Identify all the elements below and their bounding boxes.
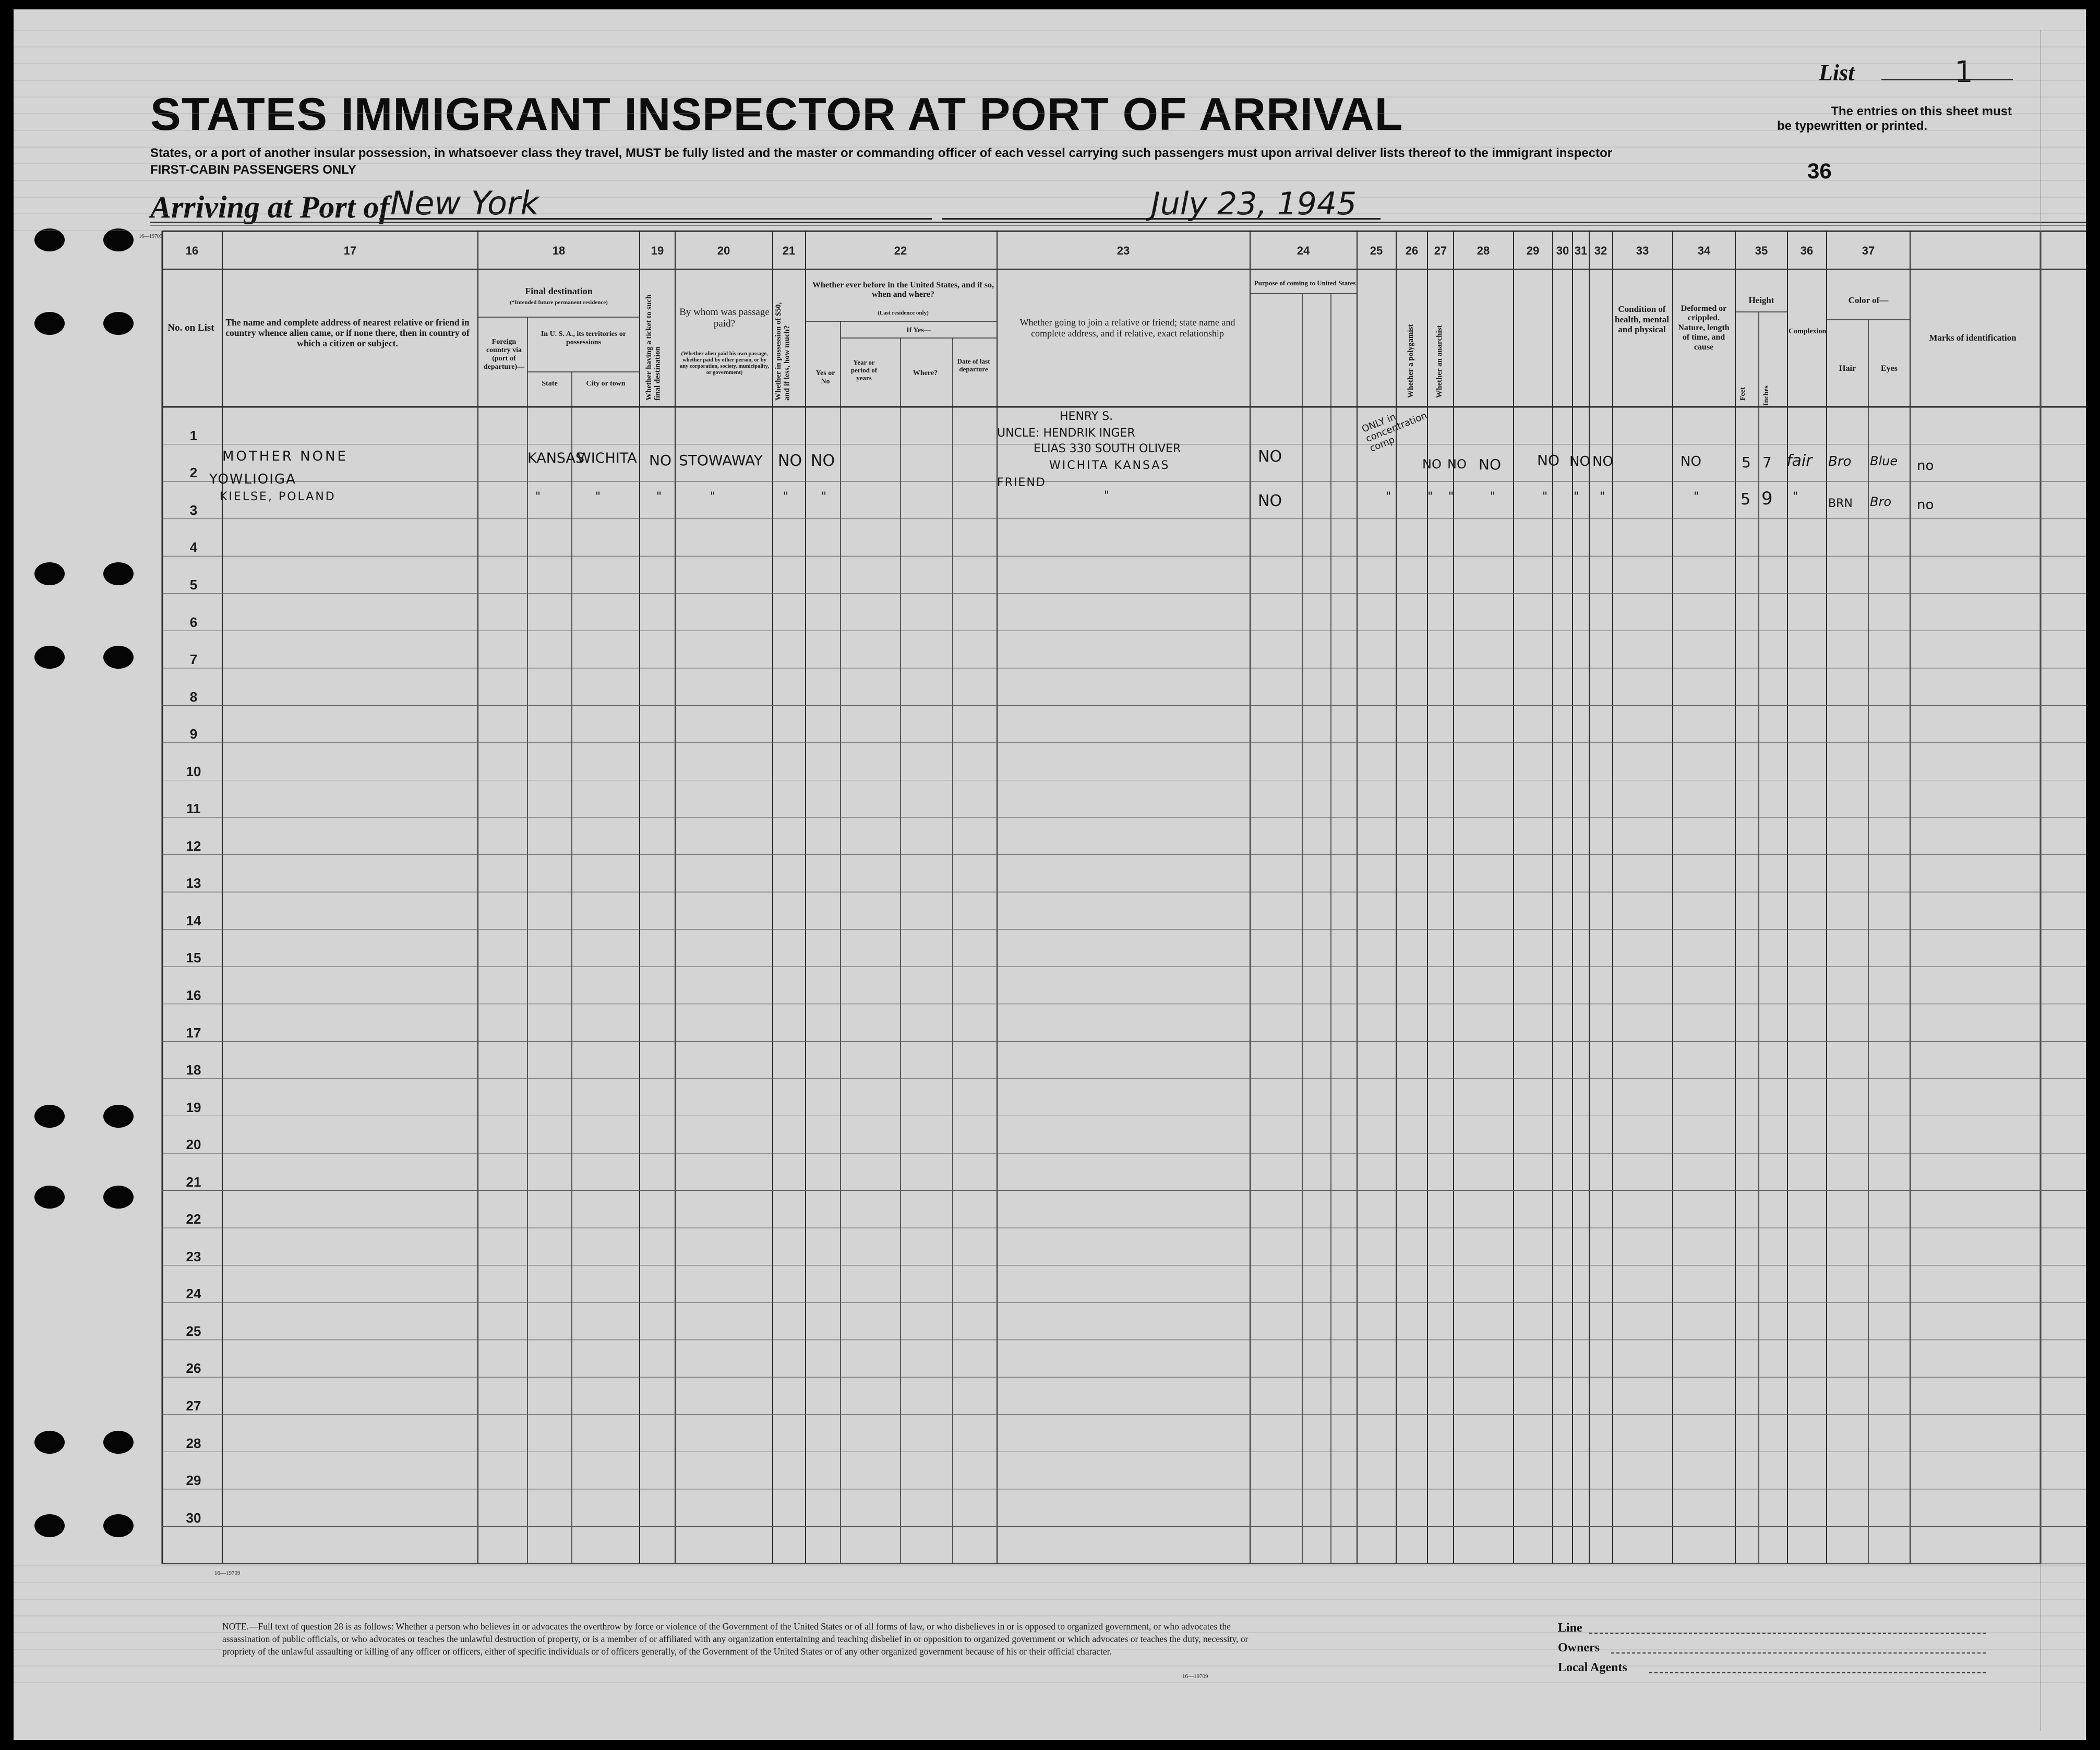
row-number: 14: [186, 912, 201, 928]
row-number: 6: [189, 614, 198, 630]
port-name: New York: [390, 184, 539, 222]
footer-local-agents-field: [1649, 1672, 1986, 1673]
row1-join-line1: HENRY S.: [1060, 410, 1113, 423]
header-ticket: Whether having a ticket to such final destination: [645, 294, 662, 401]
row1-relative: MOTHER NONE: [222, 449, 348, 464]
row-number: 9: [189, 726, 198, 742]
row1-city: WICHITA: [577, 450, 637, 466]
row2-join-line1: FRIEND: [997, 476, 1046, 489]
column-number: 25: [1370, 244, 1383, 257]
manifest-grid: [14, 9, 2086, 1740]
row-number: 7: [189, 651, 198, 668]
column-number: 30: [1556, 244, 1569, 257]
row-number: 4: [189, 539, 198, 556]
column-number: 37: [1862, 244, 1875, 257]
column-number: 20: [717, 244, 730, 257]
footer-line-label: Line: [1558, 1621, 1582, 1635]
question-28-note: NOTE.—Full text of question 28 is as follows: Whether a person who believes in or advocates the overthrow by force or violence of the Government of the United States or of all forms of law, or who disbelieves in or is opposed to organized government, or who advocates the assassination of public officials, or who advocates or teaches the unlawful destruction of property, or is a member of or affiliated with any organization entertaining and teaching disbelief in or opposition to organized government or which advocates or teaches the duty, necessity, or propriety of the unlawful assaulting or killing of any officer or officers, either of specific individuals or of officers generally, of the Government of the United States or of any other organized government because of his or their official character.: [222, 1621, 1249, 1657]
row2-ever-before: ": [821, 490, 827, 503]
row2-state: ": [535, 490, 541, 503]
row2-relative-line2: KIELSE, POLAND: [220, 490, 336, 503]
row2-marks: no: [1917, 497, 1934, 513]
column-number: 34: [1697, 244, 1711, 257]
form-code-bottom-left: 16—19709: [214, 1570, 241, 1576]
sheet-number: 36: [1807, 159, 1832, 183]
header-foreign-country: Foreign country via (port of departure)—: [483, 338, 525, 371]
row-number: 18: [186, 1062, 201, 1078]
row2-col30: ": [1574, 490, 1579, 503]
row-number: 2: [189, 465, 198, 481]
column-number: 31: [1574, 244, 1588, 257]
row-number: 26: [186, 1360, 201, 1377]
row-number: 29: [186, 1473, 201, 1489]
row1-join-line2: UNCLE: HENDRIK INGER: [997, 427, 1135, 440]
row1-fifty: NO: [778, 452, 802, 470]
row-number: 24: [186, 1286, 201, 1302]
row-number: 12: [186, 838, 201, 854]
row-number: 25: [186, 1323, 201, 1339]
row-number: 17: [186, 1024, 201, 1041]
header-city: City or town: [586, 380, 626, 388]
header-possession-50: Whether in possession of $50, and if less, how much?: [774, 302, 791, 401]
header-complexion: Complexion: [1789, 328, 1827, 335]
row-number: 13: [186, 875, 201, 891]
row2-inches: 9: [1761, 488, 1773, 509]
row-number: 3: [189, 502, 198, 518]
column-number: 19: [651, 244, 664, 257]
entries-note-1: The entries on this sheet must: [1831, 104, 2012, 118]
row1-col31: NO: [1592, 454, 1613, 469]
row2-col29: ": [1542, 490, 1548, 503]
row1-join-line4: WICHITA KANSAS: [1049, 459, 1170, 472]
header-eyes: Eyes: [1881, 364, 1898, 373]
row-number: 15: [186, 950, 201, 966]
footer-local-agents-label: Local Agents: [1558, 1661, 1627, 1674]
row1-col28: NO: [1479, 456, 1501, 473]
row-number: 16: [186, 987, 201, 1003]
row2-ticket: ": [656, 490, 662, 503]
header-in-usa: In U. S. A., its territories or possessions: [541, 330, 627, 347]
header-where: Where?: [913, 369, 938, 377]
document-subtitle: States, or a port of another insular possession, in whatsoever class they travel, MUST be fully listed and the master or commanding officer of each vessel carrying such passengers must upon arrival deliver lists thereof to the immigrant inspector: [150, 146, 1613, 160]
row2-deformed: ": [1694, 490, 1699, 503]
header-final-destination: Final destination: [525, 286, 593, 296]
row-number: 28: [186, 1435, 201, 1451]
row1-col29: NO: [1537, 452, 1559, 469]
form-code-top: 16—19709: [139, 234, 162, 239]
footer-owners-field: [1611, 1652, 1986, 1654]
row2-complexion: ": [1793, 490, 1798, 503]
row2-polygamist: ": [1427, 490, 1433, 503]
row2-city: ": [595, 490, 601, 503]
document-title: STATES IMMIGRANT INSPECTOR AT PORT OF ARRIVAL: [150, 88, 1403, 140]
arrival-date: July 23, 1945: [1151, 186, 1357, 222]
header-polygamist: Whether a polygamist: [1407, 324, 1415, 398]
row2-paid-by: ": [710, 490, 716, 503]
column-number: 28: [1477, 244, 1490, 257]
footer-owners-label: Owners: [1558, 1641, 1600, 1655]
column-number: 18: [552, 244, 566, 257]
header-condition-health: Condition of health, mental and physical: [1615, 304, 1669, 335]
row1-complexion: fair: [1786, 452, 1813, 470]
row1-inches: 7: [1762, 454, 1772, 471]
row1-marks: no: [1917, 458, 1934, 474]
column-number: 29: [1526, 244, 1540, 257]
column-number: 36: [1800, 244, 1814, 257]
form-code-note: 16—19709: [1182, 1673, 1208, 1680]
row-number: 10: [186, 763, 201, 779]
row2-purpose: NO: [1258, 492, 1282, 510]
header-join-relative: Whether going to join a relative or friend; state name and complete address, and if relative, exact relationship: [1019, 317, 1235, 339]
row2-col31: ": [1600, 490, 1605, 503]
row1-join-line3: ELIAS 330 SOUTH OLIVER: [1034, 442, 1181, 455]
column-number: 23: [1117, 244, 1130, 257]
row1-polygamist: NO: [1422, 457, 1442, 472]
header-inches: Inches: [1762, 385, 1770, 406]
row2-anarchist: ": [1448, 490, 1454, 503]
row2-eyes: Bro: [1870, 494, 1892, 509]
header-yes-or-no: Yes or No: [815, 369, 835, 386]
column-number: 17: [343, 244, 357, 257]
header-anarchist: Whether an anarchist: [1435, 325, 1444, 398]
header-if-yes: If Yes—: [906, 327, 931, 334]
row-number: 27: [186, 1398, 201, 1414]
row1-state: KANSAS: [527, 450, 585, 466]
manifest-sheet: [14, 9, 2086, 1740]
header-color-of: Color of—: [1848, 295, 1889, 305]
row1-feet: 5: [1742, 454, 1751, 471]
row1-deformed: NO: [1681, 454, 1701, 469]
list-label: List: [1819, 60, 1855, 86]
row-number: 22: [186, 1211, 201, 1227]
header-height: Height: [1748, 295, 1774, 305]
row2-col28: ": [1490, 490, 1496, 503]
arriving-label: Arriving at Port of: [150, 190, 390, 224]
header-last-residence: (Last residence only): [878, 310, 929, 316]
entries-note-2: be typewritten or printed.: [1777, 119, 1928, 133]
row-number: 30: [186, 1510, 201, 1526]
column-number: 27: [1434, 244, 1447, 257]
header-state: State: [542, 380, 558, 388]
column-number: 26: [1405, 244, 1419, 257]
row1-ever-before: NO: [811, 452, 835, 470]
header-hair: Hair: [1839, 364, 1856, 373]
column-number: 32: [1594, 244, 1607, 257]
header-by-whom-note: (Whether alien paid his own passage, whether paid by other person, or by any corporation, society, municipality, or government): [680, 351, 769, 376]
header-ever-before: Whether ever before in the United States, and if so, when and where?: [812, 281, 994, 299]
column-number: 21: [782, 244, 796, 257]
row-number: 8: [189, 689, 198, 705]
row1-paid-by: STOWAWAY: [679, 452, 763, 469]
list-number: 1: [1954, 55, 1973, 89]
row-number: 20: [186, 1137, 201, 1153]
column-number: 33: [1636, 244, 1649, 257]
column-number: 35: [1755, 244, 1768, 257]
row2-hair: BRN: [1828, 497, 1853, 510]
header-by-whom: By whom was passage paid?: [679, 307, 770, 329]
row2-relative-line1: YOWLIOIGA: [209, 472, 296, 487]
header-final-destination-note: (*Intended future permanent residence): [510, 299, 608, 306]
header-deformed: Deformed or crippled. Nature, length of time, and cause: [1678, 304, 1730, 352]
footer-line-field: [1589, 1633, 1986, 1634]
row-number: 1: [189, 427, 198, 443]
header-marks: Marks of identification: [1929, 333, 2017, 343]
row2-fifty: ": [783, 490, 789, 503]
row1-eyes: Blue: [1870, 454, 1898, 468]
row2-col25: ": [1386, 490, 1391, 503]
column-number: 22: [894, 244, 907, 257]
row2-join-line2: ": [1104, 489, 1110, 502]
row-number: 19: [186, 1099, 201, 1115]
header-no-on-list: No. on List: [167, 322, 214, 333]
header-date-last-departure: Date of last departure: [957, 357, 990, 373]
row-number: 5: [189, 576, 198, 593]
cabin-class: FIRST-CABIN PASSENGERS ONLY: [150, 163, 356, 177]
row-number: 23: [186, 1248, 201, 1264]
row1-purpose: NO: [1258, 448, 1282, 466]
row2-feet: 5: [1741, 490, 1751, 509]
column-number: 16: [185, 244, 199, 257]
row-number: 11: [186, 801, 201, 817]
row1-col30: NO: [1569, 454, 1590, 469]
row1-col25: ONLY in concentration comp: [1360, 410, 1429, 454]
header-purpose: Purpose of coming to United States: [1254, 279, 1356, 287]
row1-anarchist: NO: [1447, 457, 1467, 472]
row-number: 21: [186, 1174, 201, 1190]
column-number: 24: [1297, 244, 1310, 257]
row1-ticket: NO: [649, 452, 671, 469]
header-year-period: Year or period of years: [850, 358, 878, 382]
row1-hair: Bro: [1828, 454, 1852, 469]
header-feet: Feet: [1739, 387, 1747, 401]
header-relative: The name and complete address of nearest relative or friend in country whence alien came, or if none there, then in country of which a citizen or subject.: [225, 317, 470, 349]
